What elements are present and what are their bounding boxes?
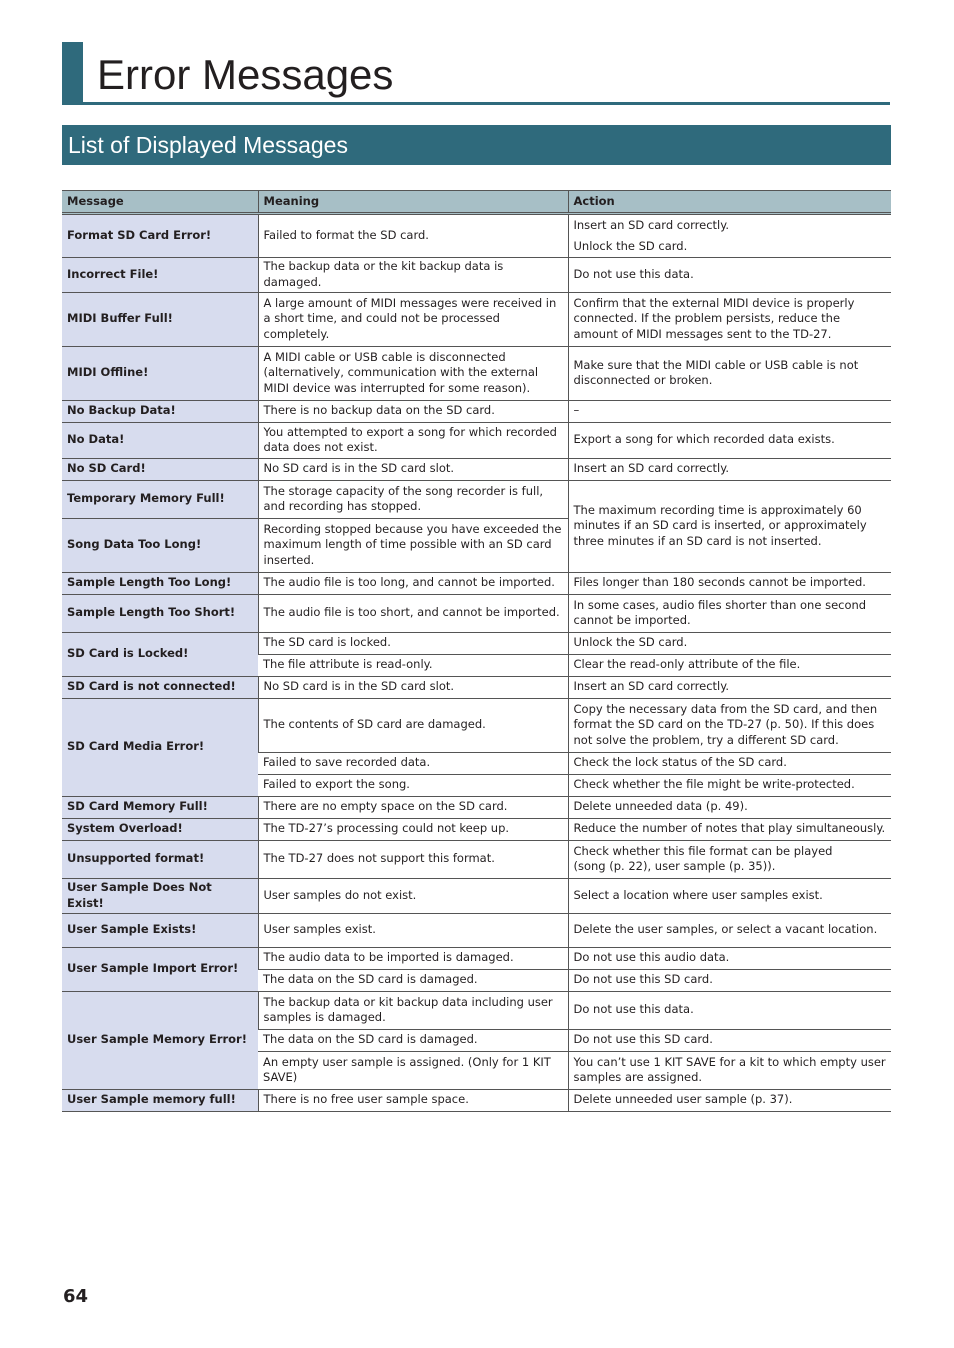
message-cell: User Sample memory full! — [62, 1090, 258, 1112]
message-cell: Incorrect File! — [62, 258, 258, 293]
meaning-cell: The TD-27’s processing could not keep up. — [258, 819, 568, 841]
action-cell: Do not use this audio data. — [568, 948, 891, 970]
meaning-cell: Failed to save recorded data. — [258, 753, 568, 775]
table-row — [62, 948, 891, 970]
meaning-cell: The contents of SD card are damaged. — [258, 699, 568, 753]
title-accent-bar — [62, 42, 83, 104]
meaning-cell: You attempted to export a song for which recorded data does not exist. — [258, 423, 568, 459]
action-cell — [568, 841, 891, 879]
column-header-action: Action — [568, 191, 891, 214]
meaning-cell: The audio file is too short, and cannot be imported. — [258, 595, 568, 633]
action-cell: Delete unneeded data (p. 49). — [568, 797, 891, 819]
action-cell: Make sure that the MIDI cable or USB cable is not disconnected or broken. — [568, 347, 891, 401]
action-cell: Clear the read-only attribute of the file. — [568, 655, 891, 677]
message-cell: No Data! — [62, 423, 258, 459]
action-cell: Insert an SD card correctly. — [568, 459, 891, 481]
table-row — [62, 1090, 891, 1112]
action-cell: Copy the necessary data from the SD card, and then format the SD card on the TD-27 (p. 50). If this does not solve the problem, try a different SD card. — [568, 699, 891, 753]
message-cell: Temporary Memory Full! — [62, 481, 258, 519]
action-cell: Delete the user samples, or select a vacant location. — [568, 914, 891, 948]
table-row — [62, 347, 891, 401]
action-cell: Confirm that the external MIDI device is properly connected. If the problem persists, reduce the amount of MIDI messages sent to the TD-27. — [568, 293, 891, 347]
message-cell: SD Card Memory Full! — [62, 797, 258, 819]
meaning-cell: A MIDI cable or USB cable is disconnected (alternatively, communication with the external MIDI device was interrupted for some reason). — [258, 347, 568, 401]
action-cell: Check whether the file might be write-protected. — [568, 775, 891, 797]
meaning-cell: The SD card is locked. — [258, 633, 568, 655]
action-cell: Files longer than 180 seconds cannot be imported. — [568, 573, 891, 595]
message-cell: Song Data Too Long! — [62, 519, 258, 573]
meaning-cell: A large amount of MIDI messages were received in a short time, and could not be processed completely. — [258, 293, 568, 347]
action-cell: Check the lock status of the SD card. — [568, 753, 891, 775]
message-cell: MIDI Offline! — [62, 347, 258, 401]
meaning-cell: There is no free user sample space. — [258, 1090, 568, 1112]
meaning-cell: There is no backup data on the SD card. — [258, 401, 568, 423]
table-row — [62, 797, 891, 819]
action-cell: Delete unneeded user sample (p. 37). — [568, 1090, 891, 1112]
action-cell — [568, 214, 891, 258]
meaning-cell: The TD-27 does not support this format. — [258, 841, 568, 879]
meaning-cell: The backup data or the kit backup data is damaged. — [258, 258, 568, 293]
meaning-cell: The storage capacity of the song recorder is full, and recording has stopped. — [258, 481, 568, 519]
meaning-cell: User samples exist. — [258, 914, 568, 948]
meaning-cell: The audio file is too long, and cannot be imported. — [258, 573, 568, 595]
table-row — [62, 879, 891, 914]
meaning-cell: Recording stopped because you have exceeded the maximum length of time possible with an SD card inserted. — [258, 519, 568, 573]
table-row — [62, 293, 891, 347]
table-row — [62, 841, 891, 879]
table-header-row — [62, 191, 891, 214]
table-row — [62, 819, 891, 841]
page-title-block — [62, 42, 890, 104]
action-line: Insert an SD card correctly. — [573, 218, 730, 232]
message-cell: User Sample Exists! — [62, 914, 258, 948]
error-message-table — [62, 190, 891, 1112]
action-cell: Do not use this SD card. — [568, 970, 891, 992]
message-cell: SD Card is Locked! — [62, 633, 258, 677]
action-line: (song (p. 22), user sample (p. 35)). — [573, 859, 776, 873]
table-row — [62, 214, 891, 258]
column-header-meaning: Meaning — [258, 191, 568, 214]
message-cell: Sample Length Too Short! — [62, 595, 258, 633]
table-row — [62, 914, 891, 948]
action-cell: Do not use this data. — [568, 992, 891, 1030]
meaning-cell: Failed to format the SD card. — [258, 214, 568, 258]
table-row — [62, 459, 891, 481]
table-row — [62, 992, 891, 1030]
meaning-cell: No SD card is in the SD card slot. — [258, 459, 568, 481]
action-cell: The maximum recording time is approximately 60 minutes if an SD card is inserted, or approximately three minutes if an SD card is not inserted. — [568, 481, 891, 573]
table-row — [62, 481, 891, 519]
meaning-cell: The audio data to be imported is damaged. — [258, 948, 568, 970]
action-cell: Export a song for which recorded data exists. — [568, 423, 891, 459]
action-cell: In some cases, audio files shorter than one second cannot be imported. — [568, 595, 891, 633]
message-cell: MIDI Buffer Full! — [62, 293, 258, 347]
meaning-cell: The file attribute is read-only. — [258, 655, 568, 677]
meaning-cell: The data on the SD card is damaged. — [258, 1030, 568, 1052]
message-cell: System Overload! — [62, 819, 258, 841]
action-line: Check whether this file format can be played — [573, 843, 833, 858]
message-cell: Unsupported format! — [62, 841, 258, 879]
column-header-message: Message — [62, 191, 258, 214]
meaning-cell: Failed to export the song. — [258, 775, 568, 797]
message-cell: No Backup Data! — [62, 401, 258, 423]
table-row — [62, 573, 891, 595]
action-cell: – — [568, 401, 891, 423]
message-cell: No SD Card! — [62, 459, 258, 481]
action-cell: Do not use this SD card. — [568, 1030, 891, 1052]
message-cell: Sample Length Too Long! — [62, 573, 258, 595]
table-row — [62, 595, 891, 633]
page-number: 64 — [63, 1286, 89, 1307]
message-cell: SD Card Media Error! — [62, 699, 258, 797]
action-cell: Reduce the number of notes that play simultaneously. — [568, 819, 891, 841]
table-row — [62, 423, 891, 459]
table-row — [62, 258, 891, 293]
table-row — [62, 677, 891, 699]
meaning-cell: There are no empty space on the SD card. — [258, 797, 568, 819]
message-cell: User Sample Does Not Exist! — [62, 879, 258, 914]
message-cell: User Sample Import Error! — [62, 948, 258, 992]
action-cell: Do not use this data. — [568, 258, 891, 293]
action-cell: Insert an SD card correctly. — [568, 677, 891, 699]
action-line: Unlock the SD card. — [573, 238, 688, 253]
meaning-cell: The backup data or kit backup data including user samples is damaged. — [258, 992, 568, 1030]
table-row — [62, 401, 891, 423]
meaning-cell: The data on the SD card is damaged. — [258, 970, 568, 992]
meaning-cell: An empty user sample is assigned. (Only for 1 KIT SAVE) — [258, 1052, 568, 1090]
message-cell: SD Card is not connected! — [62, 677, 258, 699]
action-cell: Unlock the SD card. — [568, 633, 891, 655]
action-cell: Select a location where user samples exist. — [568, 879, 891, 914]
action-cell: You can’t use 1 KIT SAVE for a kit to which empty user samples are assigned. — [568, 1052, 891, 1090]
message-cell: User Sample Memory Error! — [62, 992, 258, 1090]
section-header — [62, 125, 891, 165]
message-cell: Format SD Card Error! — [62, 214, 258, 258]
meaning-cell: No SD card is in the SD card slot. — [258, 677, 568, 699]
table-row — [62, 633, 891, 655]
page-title: Error Messages — [97, 51, 394, 98]
meaning-cell: User samples do not exist. — [258, 879, 568, 914]
table-row — [62, 699, 891, 753]
section-title: List of Displayed Messages — [68, 132, 348, 158]
title-underline — [62, 102, 890, 105]
